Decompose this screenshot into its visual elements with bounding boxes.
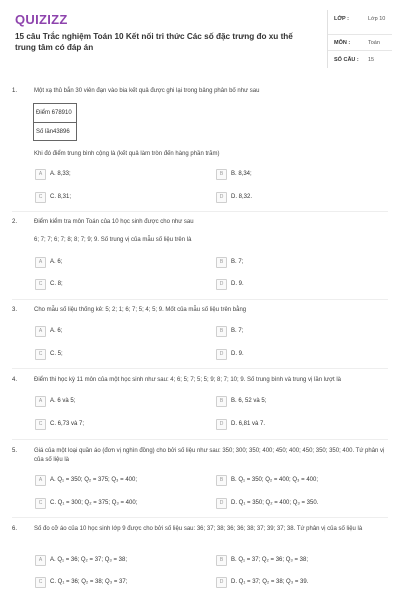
option-text: A. 6 và 5; [50, 397, 76, 404]
answer-option-a[interactable] [35, 257, 203, 268]
question-divider [12, 439, 388, 440]
option-text: D. 6,81 và 7. [231, 420, 266, 427]
answer-option-d[interactable] [216, 498, 384, 509]
option-letter-box: D [216, 279, 227, 290]
option-text: D. 9. [231, 350, 244, 357]
option-text: B. 7; [231, 327, 244, 334]
answer-option-d[interactable] [216, 349, 384, 360]
table-row: Điểm 678910 [36, 110, 72, 116]
option-letter-box: B [216, 326, 227, 337]
question-number: 5. [12, 448, 18, 454]
answer-option-c[interactable] [35, 349, 203, 360]
answer-option-b[interactable] [216, 257, 384, 268]
option-letter-box: A [35, 475, 46, 486]
option-letter-box: D [216, 577, 227, 588]
answer-option-b[interactable] [216, 169, 384, 180]
question-text: Điểm thi học kỳ 11 môn của một học sinh như sau: 4; 6; 5; 7; 5; 5; 9; 8; 7; 10; 9. Số trung bình và trung vị lần lượt là [34, 377, 342, 383]
question-text: Điểm kiểm tra môn Toán của 10 học sinh được cho như sau [34, 219, 194, 225]
question-number: 2. [12, 219, 18, 225]
answer-option-a[interactable] [35, 555, 203, 566]
meta-value-subject: Toán [368, 40, 380, 46]
question-divider [12, 299, 388, 300]
meta-row-class [328, 10, 392, 35]
option-letter-box: C [35, 419, 46, 430]
option-text: C. Q₁ = 36; Q₂ = 38; Q₃ = 37; [50, 578, 128, 585]
answer-option-d[interactable] [216, 577, 384, 588]
question-followup: Khi đó điểm trung bình cộng là (kết quả làm tròn đến hàng phần trăm) [34, 151, 220, 157]
option-letter-box: A [35, 169, 46, 180]
option-letter-box: B [216, 475, 227, 486]
question-number: 6. [12, 526, 18, 532]
meta-label-subject: MÔN : [334, 40, 351, 46]
option-letter-box: D [216, 419, 227, 430]
answer-option-b[interactable] [216, 475, 384, 486]
option-letter-box: C [35, 192, 46, 203]
answer-option-a[interactable] [35, 326, 203, 337]
option-text: D. 8,32. [231, 193, 253, 200]
question-text: Giá của một loại quần áo (đơn vị nghìn đồng) cho bởi số liệu như sau: 350; 300; 350; 400; 450; 400; 450; 350; 350; 400. Tứ phân vị của số liệu là [34, 448, 385, 463]
option-letter-box: B [216, 257, 227, 268]
question-number: 3. [12, 307, 18, 313]
quizizz-logo: QUIZIZZ [15, 12, 68, 27]
option-letter-box: C [35, 279, 46, 290]
answer-option-c[interactable] [35, 279, 203, 290]
question-number: 1. [12, 88, 18, 94]
option-letter-box: A [35, 396, 46, 407]
answer-option-d[interactable] [216, 279, 384, 290]
answer-option-b[interactable] [216, 326, 384, 337]
meta-label-count: SỐ CÂU : [334, 57, 359, 63]
option-letter-box: B [216, 555, 227, 566]
option-text: B. Q₁ = 37; Q₂ = 36; Q₃ = 38; [231, 556, 309, 563]
meta-panel [327, 10, 391, 68]
meta-row-count [328, 51, 392, 68]
option-text: B. Q₁ = 350; Q₂ = 400; Q₃ = 400; [231, 476, 319, 483]
option-letter-box: D [216, 192, 227, 203]
data-table [33, 103, 77, 141]
option-letter-box: D [216, 498, 227, 509]
answer-option-b[interactable] [216, 396, 384, 407]
answer-option-d[interactable] [216, 419, 384, 430]
option-text: A. 8,33; [50, 170, 71, 177]
meta-value-class: Lớp 10 [368, 16, 386, 22]
option-text: A. Q₁ = 36; Q₂ = 37; Q₃ = 38; [50, 556, 128, 563]
question-divider [12, 211, 388, 212]
answer-option-a[interactable] [35, 169, 203, 180]
option-text: C. Q₁ = 300; Q₂ = 375; Q₃ = 400; [50, 499, 138, 506]
answer-option-c[interactable] [35, 192, 203, 203]
meta-value-count: 15 [368, 57, 375, 63]
question-text: Cho mẫu số liệu thống kê: 5; 2; 1; 6; 7; 5; 4; 5; 9. Mốt của mẫu số liệu trên bằng [34, 307, 247, 313]
option-text: A. 6; [50, 327, 63, 334]
answer-option-c[interactable] [35, 577, 203, 588]
answer-option-c[interactable] [35, 419, 203, 430]
meta-row-subject [328, 35, 392, 51]
option-letter-box: C [35, 577, 46, 588]
option-text: A. 6; [50, 258, 63, 265]
question-divider [12, 517, 388, 518]
answer-option-a[interactable] [35, 396, 203, 407]
option-letter-box: C [35, 349, 46, 360]
question-text: Một xạ thủ bắn 30 viên đạn vào bia kết quả được ghi lại trong bảng phân bố như sau [34, 88, 260, 94]
answer-option-a[interactable] [35, 475, 203, 486]
worksheet-title: 15 câu Trắc nghiệm Toán 10 Kết nối tri thức Các số đặc trưng đo xu thế trung tâm có đáp án [15, 32, 293, 52]
option-text: B. 8,34; [231, 170, 252, 177]
option-letter-box: B [216, 169, 227, 180]
option-letter-box: C [35, 498, 46, 509]
option-text: D. Q₁ = 37; Q₂ = 38; Q₃ = 39. [231, 578, 309, 585]
answer-option-c[interactable] [35, 498, 203, 509]
question-divider [12, 368, 388, 369]
option-text: B. 6, 52 và 5; [231, 397, 267, 404]
question-number: 4. [12, 377, 18, 383]
option-text: A. Q₁ = 350; Q₂ = 375; Q₃ = 400; [50, 476, 138, 483]
question-followup: 6; 7; 7; 6; 7; 8; 8; 7; 9; 9. Số trung vị của mẫu số liệu trên là [34, 237, 192, 243]
answer-option-d[interactable] [216, 192, 384, 203]
option-text: B. 7; [231, 258, 244, 265]
option-text: C. 6,73 và 7; [50, 420, 85, 427]
option-letter-box: A [35, 326, 46, 337]
option-letter-box: A [35, 257, 46, 268]
question-text: Số đo cỡ áo của 10 học sinh lớp 9 được cho bởi số liệu sau: 36; 37; 38; 36; 36; 38; 37; 39; 37; 38. Tứ phân vị của số liệu là [34, 526, 363, 532]
meta-label-class: LỚP : [334, 16, 349, 22]
option-text: C. 5; [50, 350, 63, 357]
option-text: C. 8,31; [50, 193, 72, 200]
option-letter-box: B [216, 396, 227, 407]
option-text: C. 8; [50, 280, 63, 287]
option-text: D. Q₁ = 350; Q₂ = 400; Q₃ = 350. [231, 499, 319, 506]
answer-option-b[interactable] [216, 555, 384, 566]
option-letter-box: D [216, 349, 227, 360]
option-letter-box: A [35, 555, 46, 566]
table-row: Số lần43896 [34, 122, 76, 140]
option-text: D. 9. [231, 280, 244, 287]
